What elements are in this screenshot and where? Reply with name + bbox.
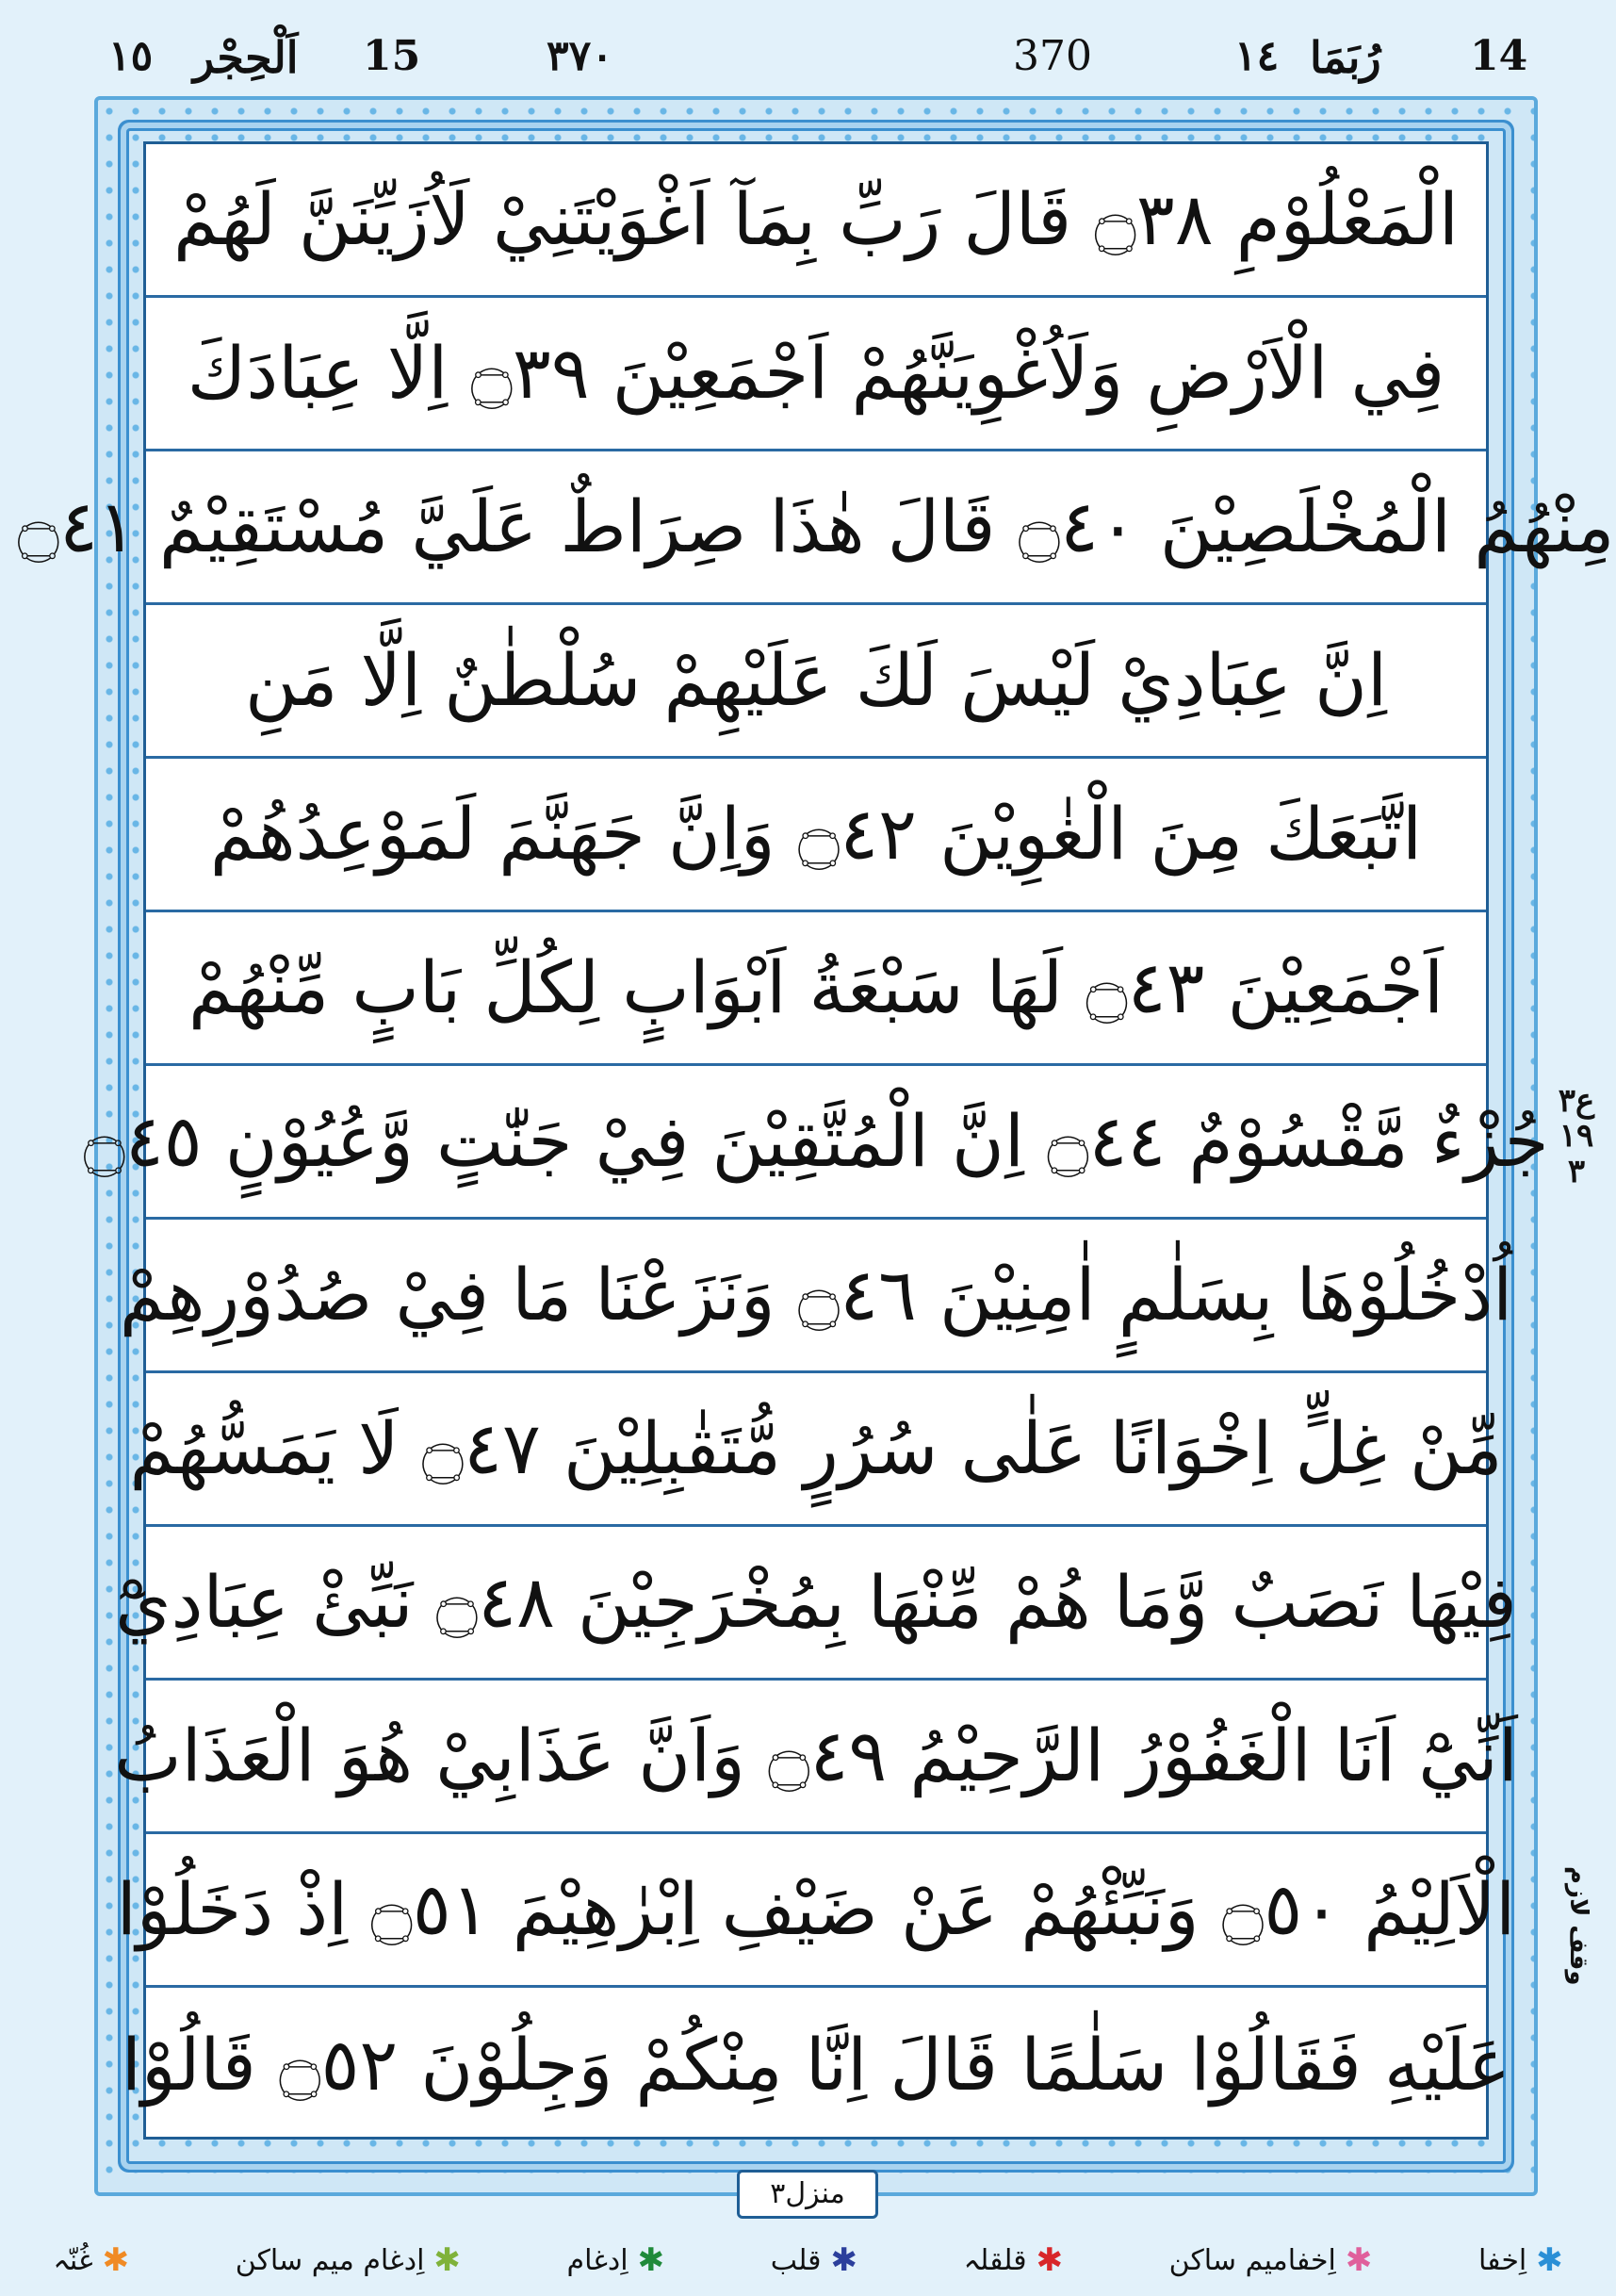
line-text: فِي الْاَرْضِ وَلَاُغْوِيَنَّهُمْ اَجْمَعِيْنَ ۝٣٩ اِلَّا عِبَادَكَ <box>187 331 1445 415</box>
text-line-7 <box>83 1066 1549 1220</box>
line-text: اَجْمَعِيْنَ ۝٤٣ لَهَا سَبْعَةُ اَبْوَابٍ لِكُلِّ بَابٍ مِّنْهُمْ <box>188 945 1445 1029</box>
juz-name: رُبَمَا <box>1310 32 1381 83</box>
tajweed-legend <box>0 2232 1616 2288</box>
line-text: اِنَّ عِبَادِيْ لَيْسَ لَكَ عَلَيْهِمْ سُلْطٰنٌ اِلَّا مَنِ <box>244 638 1388 722</box>
star-icon: ✱ <box>830 2241 857 2279</box>
star-icon: ✱ <box>1536 2241 1563 2279</box>
juz-number: 14 <box>1470 32 1528 80</box>
legend-item <box>1478 2241 1563 2279</box>
page-header <box>0 0 1616 104</box>
text-line-1 <box>146 144 1486 298</box>
text-line-8 <box>119 1220 1513 1373</box>
legend-label: اِخفامیم ساکن <box>1168 2243 1336 2277</box>
manzil-tab: منزل٣ <box>737 2170 878 2219</box>
surah-number: 15 <box>363 32 421 80</box>
surah-arabic-number: ١٥ <box>108 32 154 80</box>
line-text: عَلَيْهِ فَقَالُوْا سَلٰمًا قَالَ اِنَّا مِنْكُمْ وَجِلُوْنَ ۝٥٢ قَالُوْا <box>121 2022 1511 2107</box>
star-icon: ✱ <box>637 2241 665 2279</box>
juz-arabic-number: ١٤ <box>1234 32 1280 80</box>
text-line-3 <box>17 451 1615 605</box>
line-text: اتَّبَعَكَ مِنَ الْغٰوِيْنَ ۝٤٢ وَاِنَّ جَهَنَّمَ لَمَوْعِدُهُمْ <box>209 792 1423 876</box>
text-line-9 <box>129 1373 1503 1527</box>
star-icon: ✱ <box>433 2241 461 2279</box>
legend-item <box>53 2241 130 2279</box>
text-line-11 <box>114 1681 1518 1834</box>
line-text: اُدْخُلُوْهَا بِسَلٰمٍ اٰمِنِيْنَ ۝٤٦ وَنَزَعْنَا مَا فِيْ صُدُوْرِهِمْ <box>119 1253 1513 1337</box>
legend-label: اِخفا <box>1478 2243 1527 2277</box>
legend-item <box>963 2241 1064 2279</box>
page-number: 370 <box>1013 32 1092 80</box>
text-line-2 <box>146 298 1486 451</box>
star-icon: ✱ <box>1345 2241 1373 2279</box>
legend-label: اِدغام <box>566 2243 628 2277</box>
line-text: الْمَعْلُوْمِ ۝٣٨ قَالَ رَبِّ بِمَآ اَغْوَيْتَنِيْ لَاُزَيِّنَنَّ لَهُمْ <box>172 177 1460 261</box>
legend-label: اِدغام میم ساکن <box>235 2243 425 2277</box>
legend-item <box>566 2241 665 2279</box>
page-number-arabic: ٣٧٠ <box>547 32 613 80</box>
line-text: فِيْهَا نَصَبٌ وَّمَا هُمْ مِّنْهَا بِمُخْرَجِيْنَ ۝٤٨ نَبِّئْ عِبَادِيْٓ <box>115 1560 1517 1644</box>
star-icon: ✱ <box>102 2241 130 2279</box>
star-icon: ✱ <box>1036 2241 1064 2279</box>
text-line-12 <box>116 1834 1516 1988</box>
ruku-marker: ع٣ ١٩ ٣ <box>1558 1082 1595 1190</box>
text-line-10 <box>115 1527 1517 1681</box>
legend-label: قلب <box>770 2243 822 2277</box>
line-text: اَنِّيْٓ اَنَا الْغَفُوْرُ الرَّحِيْمُ ۝٤٩ وَاَنَّ عَذَابِيْ هُوَ الْعَذَابُ <box>114 1714 1518 1797</box>
legend-item <box>235 2241 461 2279</box>
waqf-lazim-marker: وقف لازم <box>1564 1866 1592 1986</box>
text-line-13 <box>121 1988 1511 2141</box>
line-text: الْاَلِيْمُ ۝٥٠ وَنَبِّئْهُمْ عَنْ ضَيْفِ اِبْرٰهِيْمَ ۝٥١ اِذْ دَخَلُوْا <box>116 1867 1516 1951</box>
text-line-6 <box>146 912 1486 1066</box>
legend-item <box>770 2241 857 2279</box>
legend-label: قلقلہ <box>963 2243 1027 2277</box>
text-line-4 <box>146 605 1486 759</box>
legend-label: غُنّہ <box>53 2243 93 2277</box>
surah-name: اَلْحِجْر <box>193 32 299 83</box>
line-text: جُزْءٌ مَّقْسُوْمٌ ۝٤٤ اِنَّ الْمُتَّقِيْنَ فِيْ جَنّٰتٍ وَّعُيُوْنٍ ۝٤٥ <box>83 1099 1549 1183</box>
text-line-5 <box>146 759 1486 912</box>
line-text: مِّنْ غِلٍّ اِخْوَانًا عَلٰى سُرُرٍ مُّتَقٰبِلِيْنَ ۝٤٧ لَا يَمَسُّهُمْ <box>129 1406 1503 1490</box>
legend-item <box>1168 2241 1373 2279</box>
line-text: مِنْهُمُ الْمُخْلَصِيْنَ ۝٤٠ قَالَ هٰذَا صِرَاطٌ عَلَيَّ مُسْتَقِيْمٌ ۝٤١ <box>17 484 1615 568</box>
